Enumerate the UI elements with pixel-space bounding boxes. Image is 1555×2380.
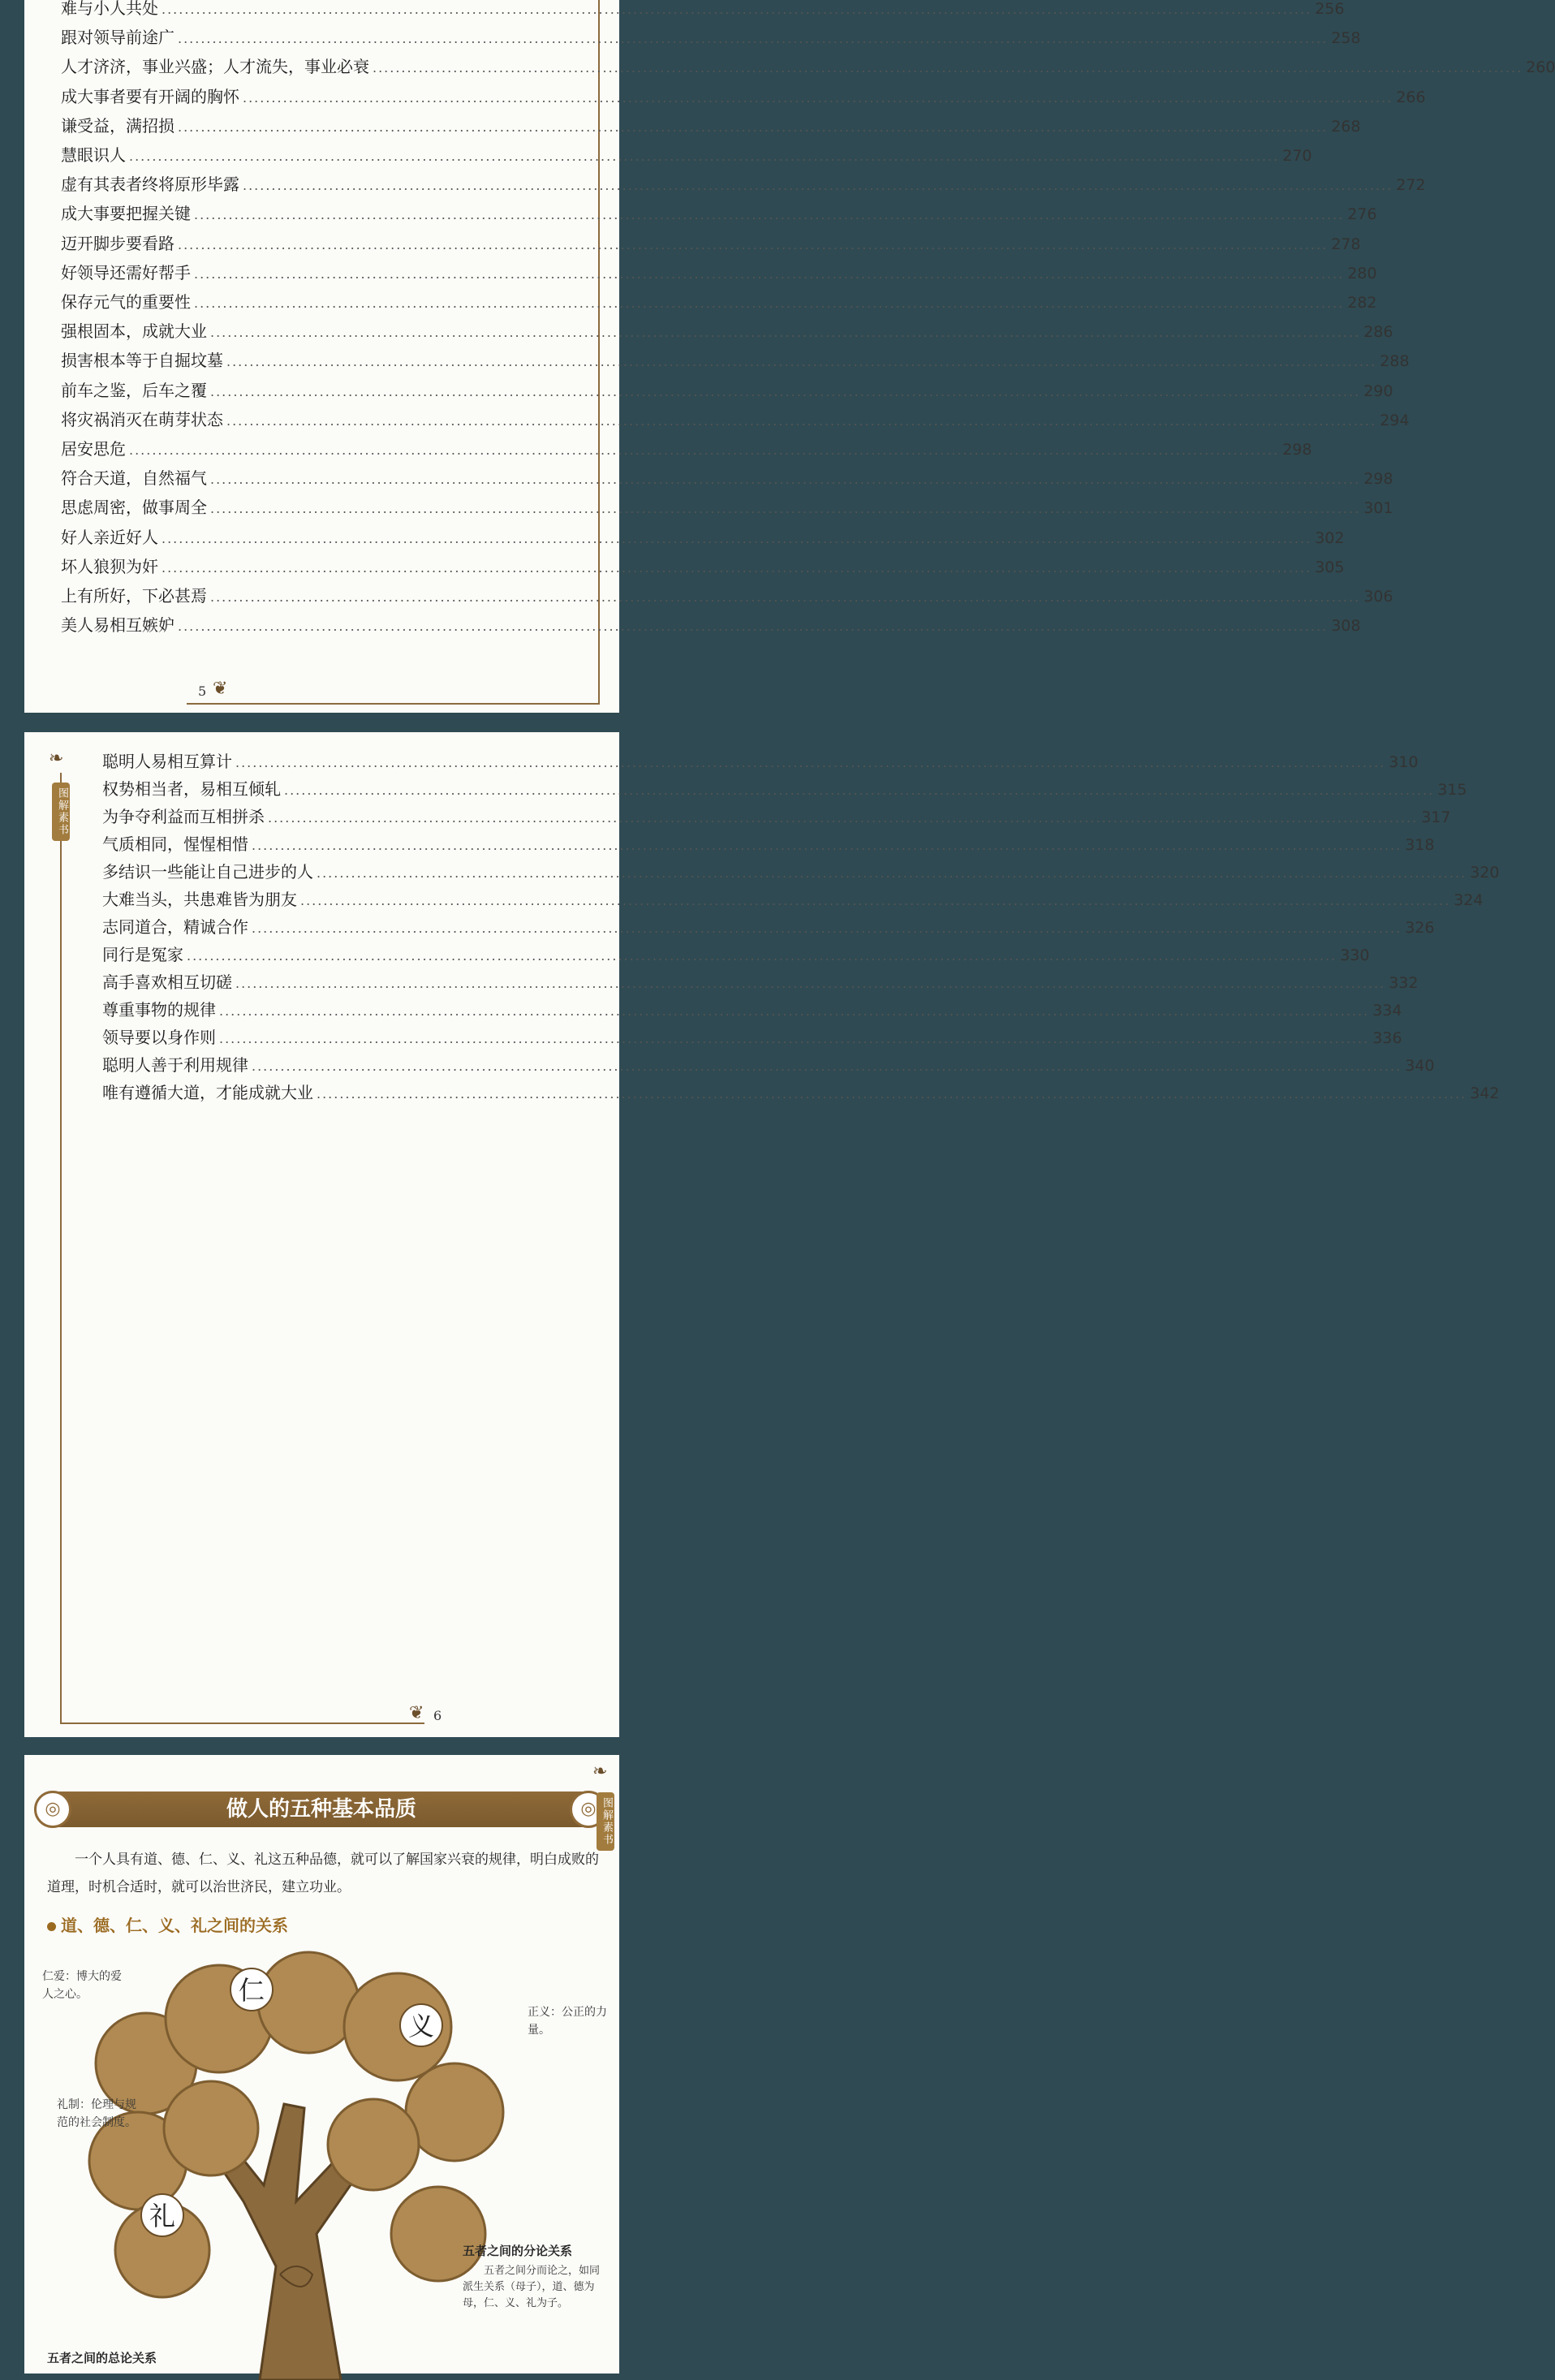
bullet-dot-icon <box>47 1922 56 1931</box>
toc-entry-title: 强根固本，成就大业 <box>61 321 207 342</box>
toc-leader-dots: ........................................................................................................................................................................................................ <box>162 2 1312 17</box>
toc-entry-title: 难与小人共处 <box>61 0 158 18</box>
leaf-ornament-icon: ❦ <box>213 679 228 699</box>
toc-leader-dots: ........................................................................................................................................................................................................ <box>226 412 1377 429</box>
toc-entry <box>102 914 1435 938</box>
toc-entry-page: 298 <box>1282 441 1312 459</box>
toc-entry-page: 301 <box>1363 499 1393 518</box>
toc-entry <box>61 612 1361 636</box>
toc-entry-title: 虚有其表者终将原形毕露 <box>61 175 239 195</box>
toc-leader-dots: ........................................................................................................................................................................................................ <box>300 893 1451 908</box>
toc-entry <box>102 997 1402 1020</box>
toc-entry-title: 符合天道，自然福气 <box>61 468 207 489</box>
toc-entry <box>61 200 1377 224</box>
toc-entry-title: 将灾祸消灭在萌芽状态 <box>61 409 223 429</box>
toc-entry <box>61 289 1377 313</box>
toc-leader-dots: ........................................................................................................................................................................................................ <box>210 383 1361 399</box>
leaf-ornament-icon: ❦ <box>409 1703 424 1723</box>
toc-entry-title: 好人亲近好人 <box>61 527 158 547</box>
fen-relation-text: 五者之间分而论之，如同派生关系（母子），道、德为母，仁、义、礼为子。 <box>463 2265 601 2309</box>
toc-leader-dots: ........................................................................................................................................................................................................ <box>219 1003 1370 1019</box>
toc-entry-page: 270 <box>1282 147 1312 165</box>
toc-leader-dots: ........................................................................................................................................................................................................ <box>210 472 1361 488</box>
toc-entry-page: 330 <box>1340 946 1370 964</box>
toc-entry <box>61 171 1426 195</box>
toc-entry-page: 318 <box>1405 836 1435 854</box>
annotation-li: 礼制：伦理与规范的社会制度。 <box>57 2098 136 2129</box>
toc-entry <box>61 231 1361 254</box>
section-title-text: 道、德、仁、义、礼之间的关系 <box>61 1916 288 1935</box>
toc-entry-title: 多结识一些能让自己进步的人 <box>102 862 313 882</box>
toc-entry-title: 领导要以身作则 <box>102 1028 216 1047</box>
toc-leader-dots: ........................................................................................................................................................................................................ <box>210 589 1361 605</box>
toc-entry <box>61 436 1312 459</box>
toc-entry-page: 282 <box>1347 294 1377 312</box>
toc-leader-dots: ........................................................................................................................................................................................................ <box>284 783 1435 798</box>
ornament-icon: ❧ <box>49 748 64 769</box>
toc-leader-dots: ........................................................................................................................................................................................................ <box>210 325 1361 341</box>
toc-entry <box>61 465 1393 489</box>
page-frame-bottom <box>187 703 600 705</box>
toc-leader-dots: ........................................................................................................................................................................................................ <box>162 559 1312 576</box>
toc-entry-page: 268 <box>1331 117 1361 136</box>
toc-entry-title: 跟对领导前途广 <box>61 28 174 48</box>
toc-entry-title: 聪明人易相互算计 <box>102 752 232 771</box>
toc-entry <box>61 494 1393 518</box>
toc-leader-dots: ........................................................................................................................................................................................................ <box>373 60 1523 76</box>
toc-leader-dots: ........................................................................................................................................................................................................ <box>162 530 1312 546</box>
toc-entry-title: 慧眼识人 <box>61 145 126 165</box>
toc-entry-page: 290 <box>1363 382 1393 400</box>
toc-leader-dots: ........................................................................................................................................................................................................ <box>178 619 1329 635</box>
toc-leader-dots: ........................................................................................................................................................................................................ <box>187 948 1337 964</box>
toc-entry <box>61 142 1312 166</box>
toc-leader-dots: ........................................................................................................................................................................................................ <box>129 442 1280 458</box>
annotation-ren: 仁爱：博大的爱人之心。 <box>42 1970 122 2001</box>
toc-leader-dots: ........................................................................................................................................................................................................ <box>252 1058 1402 1074</box>
toc-entry-page: 308 <box>1331 617 1361 636</box>
toc-entry <box>61 524 1345 548</box>
toc-entry-page: 276 <box>1347 205 1377 224</box>
toc-entry-title: 保存元气的重要性 <box>61 292 191 312</box>
toc-leader-dots: ........................................................................................................................................................................................................ <box>317 1086 1467 1102</box>
toc-entry <box>61 407 1410 430</box>
toc-leader-dots: ........................................................................................................................................................................................................ <box>268 810 1419 826</box>
toc-entry <box>61 260 1377 283</box>
toc-entry <box>61 554 1345 577</box>
toc-entry <box>102 1052 1435 1076</box>
toc-entry-page: 317 <box>1421 808 1451 826</box>
toc-leader-dots: ........................................................................................................................................................................................................ <box>252 838 1402 853</box>
toc-entry <box>61 24 1361 48</box>
toc-entry-title: 思虑周密，做事周全 <box>61 498 207 518</box>
toc-entry-page: 336 <box>1372 1029 1402 1047</box>
toc-entry <box>61 318 1393 342</box>
toc-entry-page: 332 <box>1389 974 1419 992</box>
toc-leader-dots: ........................................................................................................................................................................................................ <box>194 265 1345 282</box>
toc-entry-page: 305 <box>1315 558 1345 576</box>
toc-entry-page: 272 <box>1396 176 1426 195</box>
toc-entry-title: 好领导还需好帮手 <box>61 262 191 282</box>
annotation-yi: 正义：公正的力量。 <box>528 2006 607 2037</box>
toc-leader-dots: ........................................................................................................................................................................................................ <box>210 501 1361 517</box>
toc-leader-dots: ........................................................................................................................................................................................................ <box>243 89 1393 106</box>
zong-relation-title: 五者之间的总论关系 <box>47 2351 157 2365</box>
toc-entry <box>102 969 1419 993</box>
toc-entry <box>102 1080 1500 1103</box>
toc-entry-page: 302 <box>1315 528 1345 547</box>
toc-entry-page: 288 <box>1380 352 1410 371</box>
toc-entry <box>102 804 1451 827</box>
toc-leader-dots: ........................................................................................................................................................................................................ <box>219 1031 1370 1046</box>
toc-leader-dots: ........................................................................................................................................................................................................ <box>178 119 1329 135</box>
banner-right-emblem-icon: ◎ <box>570 1791 607 1828</box>
toc-entry <box>102 942 1370 965</box>
toc-leader-dots: ........................................................................................................................................................................................................ <box>235 755 1386 770</box>
char-ren-badge: 仁 <box>230 1968 274 2011</box>
toc-entry-title: 尊重事物的规律 <box>102 1000 216 1020</box>
toc-entry <box>102 859 1500 882</box>
toc-entry-title: 大难当头，共患难皆为朋友 <box>102 890 297 909</box>
toc-leader-dots: ........................................................................................................................................................................................................ <box>243 178 1393 194</box>
toc-entry <box>61 0 1345 19</box>
toc-entry-page: 258 <box>1331 29 1361 48</box>
fen-relation-title: 五者之间的分论关系 <box>463 2244 573 2258</box>
toc-entry-title: 谦受益，满招损 <box>61 115 174 136</box>
toc-entry-page: 298 <box>1363 470 1393 489</box>
toc-entry <box>102 748 1419 772</box>
toc-entry <box>61 347 1410 371</box>
intro-paragraph: 一个人具有道、德、仁、义、礼这五种品德，就可以了解国家兴衰的规律，明白成败的道理，时机合适时，就可以治世济民，建立功业。 <box>47 1852 599 1895</box>
banner-left-emblem-icon: ◎ <box>34 1791 71 1828</box>
toc-entry-title: 高手喜欢相互切磋 <box>102 972 232 992</box>
toc-entry-title: 气质相同，惺惺相惜 <box>102 834 248 854</box>
toc-entry-title: 损害根本等于自掘坟墓 <box>61 351 223 371</box>
toc-entry <box>102 776 1467 800</box>
toc-entry-page: 324 <box>1454 891 1484 909</box>
toc-leader-dots: ........................................................................................................................................................................................................ <box>226 354 1377 370</box>
section-title <box>47 1912 288 1936</box>
toc-entry-page: 326 <box>1405 919 1435 937</box>
side-tab: 图解素书 <box>52 783 70 841</box>
toc-leader-dots: ........................................................................................................................................................................................................ <box>252 921 1402 936</box>
toc-entry-title: 同行是冤家 <box>102 945 183 964</box>
toc-entry-page: 278 <box>1331 235 1361 253</box>
toc-leader-dots: ........................................................................................................................................................................................................ <box>235 976 1386 991</box>
toc-entry-title: 权势相当者，易相互倾轧 <box>102 779 281 799</box>
toc-entry-page: 266 <box>1396 88 1426 106</box>
toc-entry-page: 306 <box>1363 588 1393 606</box>
toc-entry <box>61 84 1426 107</box>
page-number: 5 <box>198 683 207 699</box>
toc-entry <box>102 1024 1402 1048</box>
char-yi-badge: 义 <box>399 2003 443 2047</box>
toc-entry-page: 310 <box>1389 753 1419 771</box>
toc-entry-page: 342 <box>1470 1084 1500 1102</box>
toc-entry-title: 唯有遵循大道，才能成就大业 <box>102 1083 313 1102</box>
toc-entry-page: 340 <box>1405 1057 1435 1075</box>
page-number: 6 <box>433 1708 442 1723</box>
toc-leader-dots: ........................................................................................................................................................................................................ <box>178 236 1329 252</box>
toc-entry <box>61 377 1393 401</box>
toc-entry <box>102 886 1484 910</box>
toc-entry-title: 前车之鉴，后车之覆 <box>61 380 207 400</box>
toc-leader-dots: ........................................................................................................................................................................................................ <box>194 207 1345 223</box>
toc-entry-title: 迈开脚步要看路 <box>61 233 174 253</box>
toc-entry-title: 聪明人善于利用规律 <box>102 1055 248 1075</box>
ornament-icon: ❧ <box>592 1761 608 1782</box>
toc-entry <box>102 831 1435 855</box>
toc-leader-dots: ........................................................................................................................................................................................................ <box>178 31 1329 47</box>
toc-leader-dots: ........................................................................................................................................................................................................ <box>129 149 1280 164</box>
toc-entry-page: 320 <box>1470 864 1500 882</box>
toc-leader-dots: ........................................................................................................................................................................................................ <box>317 865 1467 881</box>
toc-entry-title: 居安思危 <box>61 439 126 459</box>
banner-title: 做人的五种基本品质 <box>37 1791 605 1827</box>
toc-entry-page: 256 <box>1315 0 1345 18</box>
page-frame-left <box>60 773 62 1724</box>
toc-entry <box>61 583 1393 606</box>
toc-entry-page: 286 <box>1363 323 1393 342</box>
toc-entry-page: 280 <box>1347 264 1377 282</box>
toc-entry-title: 志同道合，精诚合作 <box>102 917 248 937</box>
toc-entry-page: 315 <box>1437 781 1467 799</box>
toc-entry <box>61 54 1555 77</box>
toc-entry-title: 美人易相互嫉妒 <box>61 615 174 636</box>
toc-entry-title: 成大事要把握关键 <box>61 204 191 224</box>
page-frame-bottom <box>60 1722 424 1724</box>
toc-entry-page: 334 <box>1372 1002 1402 1020</box>
char-li-badge: 礼 <box>140 2193 184 2237</box>
tree-illustration <box>73 1942 528 2380</box>
toc-entry-title: 人才济济，事业兴盛；人才流失，事业必衰 <box>61 57 369 77</box>
side-tab: 图解素书 <box>597 1792 614 1851</box>
toc-page-5 <box>24 0 1555 713</box>
toc-entry <box>61 113 1361 136</box>
toc-entry-title: 为争夺利益而互相拼杀 <box>102 807 265 826</box>
content-page <box>24 1755 619 2374</box>
toc-entry-title: 坏人狼狈为奸 <box>61 556 158 576</box>
toc-entry-title: 成大事者要有开阔的胸怀 <box>61 86 239 106</box>
toc-entry-page: 260 <box>1526 58 1555 77</box>
toc-entry-title: 上有所好，下必甚焉 <box>61 586 207 606</box>
toc-entry-page: 294 <box>1380 411 1410 429</box>
toc-leader-dots: ........................................................................................................................................................................................................ <box>194 295 1345 311</box>
toc-page-6 <box>24 732 1500 1737</box>
